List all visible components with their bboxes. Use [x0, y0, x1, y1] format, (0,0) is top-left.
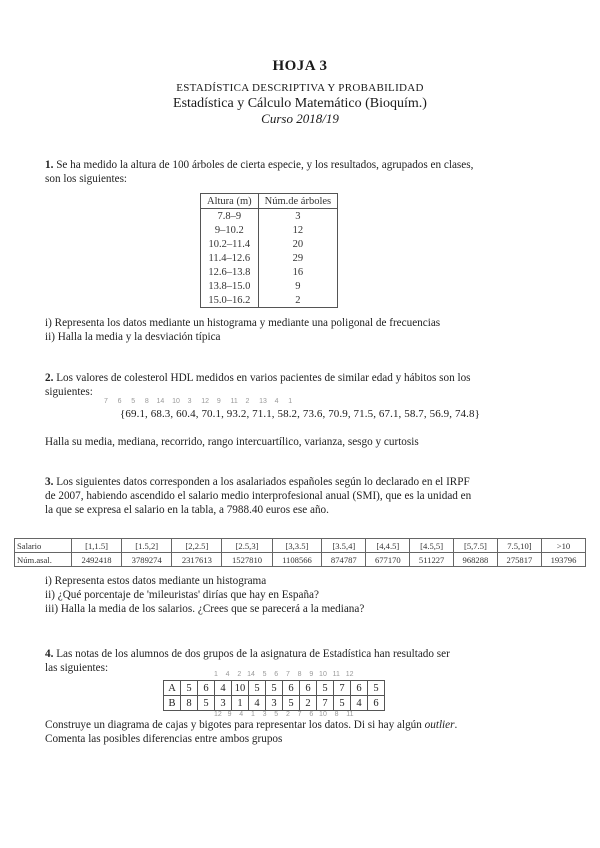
table-row [201, 209, 338, 224]
salary-interval: [1,1.5] [71, 539, 121, 553]
grade-value: 7 [334, 681, 351, 696]
grade-value: 6 [368, 696, 385, 711]
height-class: 11.4–12.6 [201, 251, 259, 265]
height-class: 15.0–16.2 [201, 293, 259, 308]
worker-count: 275817 [497, 553, 541, 567]
grade-value: 3 [215, 696, 232, 711]
question-1-number: 1. [45, 159, 54, 171]
height-class: 12.6–13.8 [201, 265, 259, 279]
worker-count: 193796 [541, 553, 585, 567]
tree-count: 16 [292, 266, 304, 278]
question-1-line-1: Se ha medido la altura de 100 árboles de cierta especie, y los resultados, agrupados en clases, [56, 159, 474, 171]
page-title: HOJA 3 [272, 58, 328, 74]
handwritten-rank-marks: 12 9 4 1 3 5 2 7 6 10 8 11 [214, 711, 354, 718]
salary-interval: 7.5,10] [497, 539, 541, 553]
table-row [201, 237, 338, 251]
question-3-number: 3. [45, 476, 54, 488]
grade-value: 5 [283, 696, 300, 711]
tree-count: 3 [295, 210, 301, 222]
worker-count: 968288 [453, 553, 497, 567]
tree-count: 12 [292, 224, 304, 236]
question-4-line-3 [45, 718, 585, 732]
grade-value: 3 [266, 696, 283, 711]
grade-value: 6 [351, 681, 368, 696]
handwritten-rank-marks: 1 4 2 14 5 6 7 8 9 10 11 12 [214, 671, 354, 678]
tree-count: 20 [292, 238, 304, 250]
question-2-task: Halla su media, mediana, recorrido, rango intercuartílico, varianza, sesgo y curtosis [45, 436, 419, 448]
grade-value: 1 [232, 696, 249, 711]
question-3-tasks [45, 574, 585, 616]
question-4-line-2: las siguientes: [45, 662, 109, 674]
worker-count: 874787 [322, 553, 366, 567]
question-3-line-3: la que se expresa el salario en la tabla, a 7988.40 euros ese año. [45, 504, 329, 516]
tree-count: 29 [292, 252, 304, 264]
question-2-number: 2. [45, 372, 54, 384]
table-header: Núm.de árboles [258, 194, 337, 209]
question-2-line-1: Los valores de colesterol HDL medidos en varios pacientes de similar edad y hábitos son los [56, 372, 471, 384]
question-1-tasks [45, 316, 585, 344]
salary-interval: [3.5,4] [322, 539, 366, 553]
grade-value: 2 [300, 696, 317, 711]
task-item: ii) Halla la media y la desviación típica [45, 331, 221, 343]
table-header: Altura (m) [201, 194, 259, 209]
grade-value: 4 [249, 696, 266, 711]
task-item: iii) Halla la media de los salarios. ¿Crees que se parecerá a la mediana? [45, 603, 365, 615]
salary-table [14, 538, 586, 567]
course-year: Curso 2018/19 [261, 111, 339, 126]
question-1-line-2: son los siguientes: [45, 173, 128, 185]
salary-interval: [1.5,2] [122, 539, 172, 553]
grade-value: 6 [283, 681, 300, 696]
salary-interval: [2,2.5] [172, 539, 222, 553]
task-item: ii) ¿Qué porcentaje de 'mileuristas' dirías que hay en España? [45, 589, 319, 601]
handwritten-rank-marks: 7 6 5 8 14 10 3 12 9 11 2 13 4 1 [104, 398, 293, 405]
table-row [201, 265, 338, 279]
question-4-line-4: Comenta las posibles diferencias entre ambos grupos [45, 733, 283, 745]
salary-interval: [4.5,5] [410, 539, 454, 553]
question-3-statement [45, 475, 565, 517]
grade-value: 5 [317, 681, 334, 696]
height-class: 9–10.2 [201, 223, 259, 237]
table-row [201, 251, 338, 265]
question-1-statement [45, 158, 565, 186]
group-label: A [164, 681, 181, 696]
grades-table [163, 680, 385, 711]
question-3-line-2: de 2007, habiendo ascendido el salario medio interprofesional anual (SMI), que es la unidad en [45, 490, 472, 502]
grade-value: 8 [181, 696, 198, 711]
height-class: 7.8–9 [201, 209, 259, 224]
task-item: i) Representa los datos mediante un histograma y mediante una poligonal de frecuencias [45, 317, 441, 329]
page-subtitle: ESTADÍSTICA DESCRIPTIVA Y PROBABILIDAD [176, 82, 424, 94]
grade-value: 4 [351, 696, 368, 711]
table-row [201, 293, 338, 308]
salary-interval: [4,4.5] [366, 539, 410, 553]
grade-value: 5 [198, 696, 215, 711]
grade-value: 6 [198, 681, 215, 696]
group-label: B [164, 696, 181, 711]
grade-value: 7 [317, 696, 334, 711]
tree-count: 9 [295, 280, 301, 292]
salary-interval: >10 [541, 539, 585, 553]
worker-count: 1108566 [272, 553, 322, 567]
worker-count: 677170 [366, 553, 410, 567]
worker-count: 2317613 [172, 553, 222, 567]
question-2-line-2: siguientes: [45, 386, 93, 398]
task-text: Construye un diagrama de cajas y bigotes para representar los datos. Di si hay algún [45, 719, 425, 731]
tree-count: 2 [295, 294, 301, 306]
question-2-statement [45, 371, 565, 399]
worker-count: 2492418 [71, 553, 121, 567]
worker-count: 511227 [410, 553, 454, 567]
question-4-line-1: Las notas de los alumnos de dos grupos de la asignatura de Estadística han resultado ser [56, 648, 450, 660]
worker-count: 1527810 [222, 553, 272, 567]
table-row [15, 539, 586, 553]
table-row [164, 696, 385, 711]
grade-value: 10 [232, 681, 249, 696]
salary-interval: [3,3.5] [272, 539, 322, 553]
grade-value: 5 [266, 681, 283, 696]
question-4-number: 4. [45, 648, 54, 660]
worker-count: 3789274 [122, 553, 172, 567]
salary-interval: [5,7.5] [453, 539, 497, 553]
grade-value: 5 [368, 681, 385, 696]
grade-value: 6 [300, 681, 317, 696]
table-row [15, 553, 586, 567]
grade-value: 5 [334, 696, 351, 711]
question-3-line-1: Los siguientes datos corresponden a los asalariados españoles según lo declarado en el IRPF [56, 476, 470, 488]
height-class: 13.8–15.0 [201, 279, 259, 293]
row-label: Salario [15, 539, 72, 553]
tree-height-table [200, 193, 338, 308]
row-label: Núm.asal. [15, 553, 72, 567]
grade-value: 5 [249, 681, 266, 696]
table-row [164, 681, 385, 696]
table-row [201, 223, 338, 237]
table-row [201, 279, 338, 293]
outlier-term: outlier [424, 719, 455, 731]
question-4-tasks [45, 718, 585, 746]
subject-name: Estadística y Cálculo Matemático (Bioquím.) [173, 96, 427, 111]
height-class: 10.2–11.4 [201, 237, 259, 251]
cholesterol-data-set: {69.1, 68.3, 60.4, 70.1, 93.2, 71.1, 58.2, 73.6, 70.9, 71.5, 67.1, 58.7, 56.9, 74.8} [120, 408, 480, 420]
task-item: i) Representa estos datos mediante un histograma [45, 575, 267, 587]
grade-value: 5 [181, 681, 198, 696]
salary-interval: [2.5,3] [222, 539, 272, 553]
grade-value: 4 [215, 681, 232, 696]
task-text-end: . [454, 719, 458, 731]
